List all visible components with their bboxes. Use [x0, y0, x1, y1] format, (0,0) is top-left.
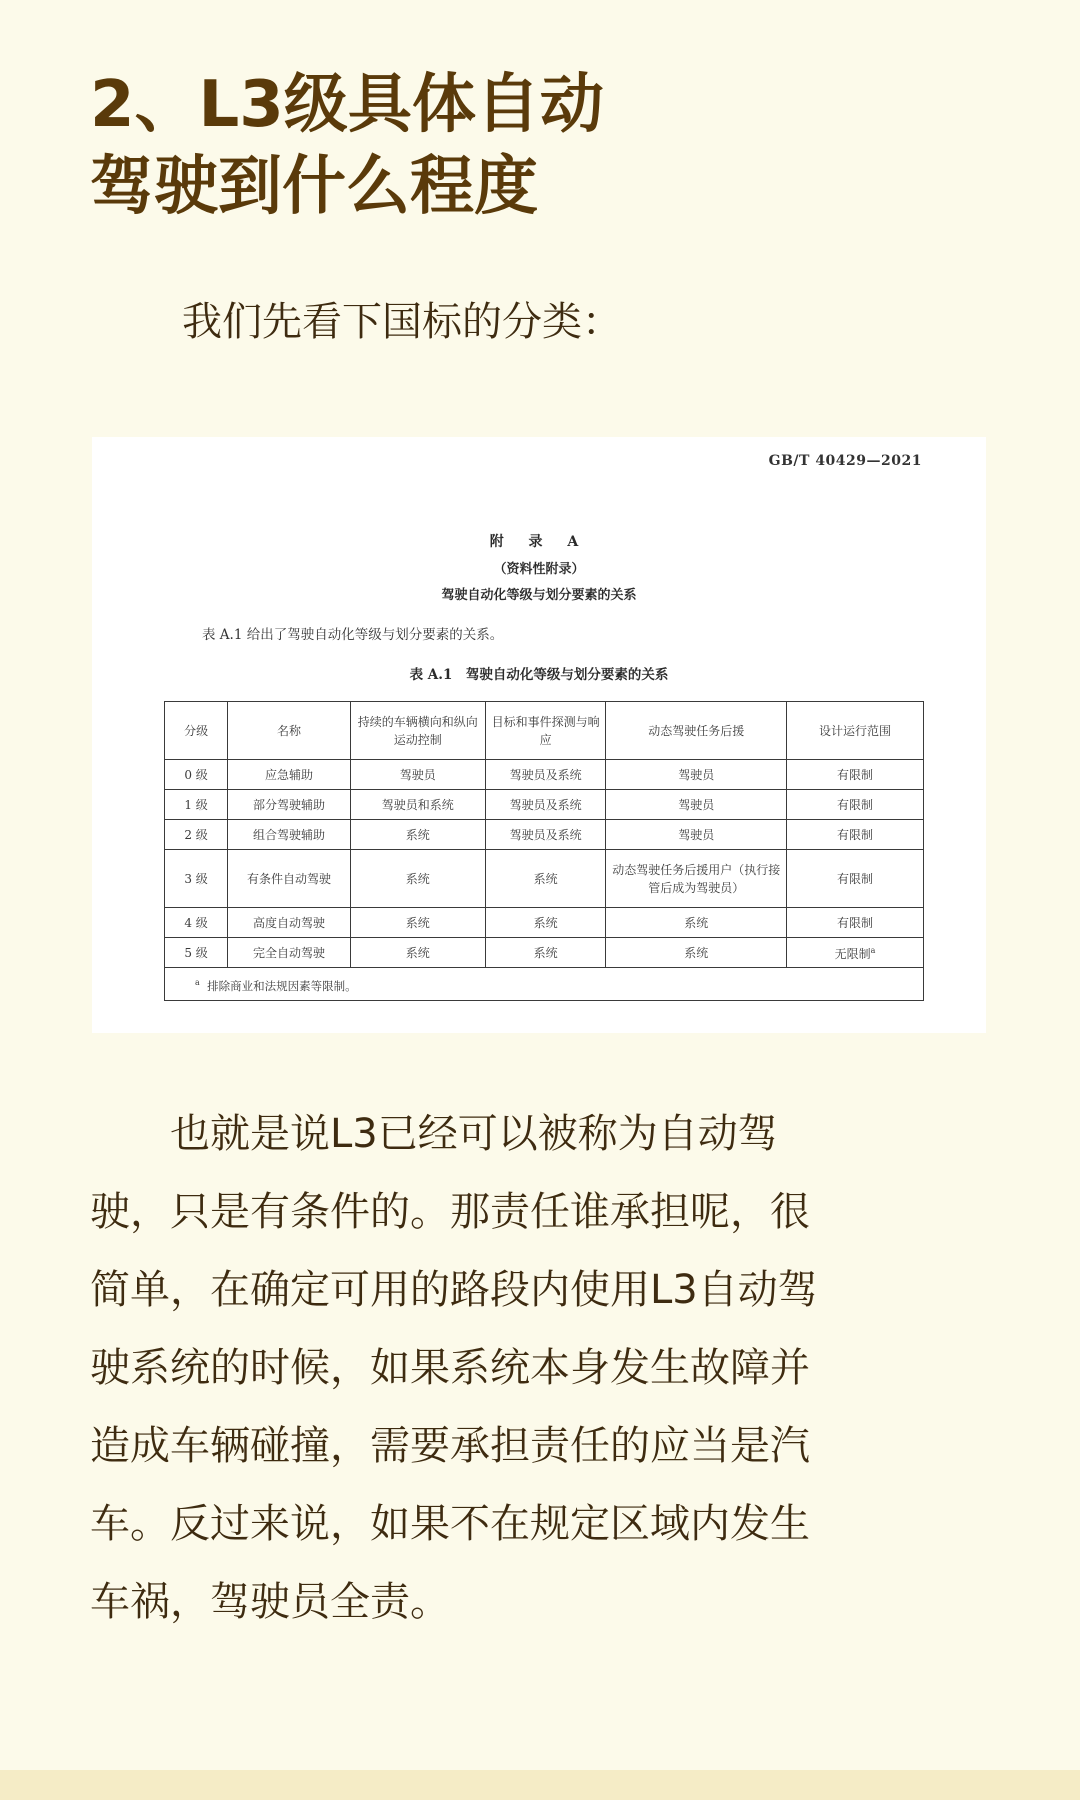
cell-fallback: 系统 [606, 938, 787, 968]
table-footnote [165, 968, 924, 1001]
cell-oedr: 驾驶员及系统 [485, 760, 606, 790]
table-row [165, 908, 924, 938]
cell-fallback: 动态驾驶任务后援用户（执行接管后成为驾驶员） [606, 850, 787, 908]
cell-fallback: 驾驶员 [606, 820, 787, 850]
cell-oedr: 驾驶员及系统 [485, 820, 606, 850]
cell-fallback: 驾驶员 [606, 760, 787, 790]
annex-label: 附 录 A [489, 534, 589, 550]
cell-name: 组合驾驶辅助 [228, 820, 351, 850]
cell-motion-control: 驾驶员 [350, 760, 485, 790]
cell-motion-control: 系统 [350, 850, 485, 908]
cell-name: 高度自动驾驶 [228, 908, 351, 938]
cell-motion-control: 系统 [350, 938, 485, 968]
cell-odd: 有限制 [787, 760, 924, 790]
body-paragraph [90, 1095, 990, 1641]
cell-odd: 有限制 [787, 820, 924, 850]
standard-code: GB/T 40429—2021 [768, 453, 922, 469]
header-motion-control: 持续的车辆横向和纵向运动控制 [350, 702, 485, 760]
header-name: 名称 [228, 702, 351, 760]
cell-odd: 有限制 [787, 908, 924, 938]
annex-type: （资料性附录） [493, 562, 585, 577]
paragraph-line: 造成车辆碰撞，需要承担责任的应当是汽 [90, 1423, 810, 1469]
header-odd: 设计运行范围 [787, 702, 924, 760]
table-row [165, 820, 924, 850]
cell-fallback: 驾驶员 [606, 790, 787, 820]
cell-oedr: 系统 [485, 938, 606, 968]
article-heading [90, 64, 990, 228]
table-row [165, 760, 924, 790]
footnote-marker: a [870, 946, 876, 955]
annex-intro: 表 A.1 给出了驾驶自动化等级与划分要素的关系。 [202, 627, 504, 643]
paragraph-line: 也就是说L3已经可以被称为自动驾 [90, 1111, 778, 1157]
footnote-marker: a [195, 977, 200, 987]
automation-levels-table [164, 701, 924, 1001]
table-row [165, 790, 924, 820]
cell-odd: 有限制 [787, 790, 924, 820]
footnote-text: 排除商业和法规因素等限制。 [207, 978, 357, 993]
table-footnote-row [165, 968, 924, 1001]
header-fallback: 动态驾驶任务后援 [606, 702, 787, 760]
cell-name: 有条件自动驾驶 [228, 850, 351, 908]
cell-name: 部分驾驶辅助 [228, 790, 351, 820]
bottom-decor-bar [0, 1770, 1080, 1800]
paragraph-line: 车。反过来说，如果不在规定区域内发生 [90, 1501, 810, 1547]
cell-motion-control: 系统 [350, 908, 485, 938]
cell-level: 1 级 [165, 790, 228, 820]
cell-oedr: 系统 [485, 908, 606, 938]
cell-level: 0 级 [165, 760, 228, 790]
paragraph-line: 驶系统的时候，如果系统本身发生故障并 [90, 1345, 810, 1391]
header-level: 分级 [165, 702, 228, 760]
header-oedr: 目标和事件探测与响应 [485, 702, 606, 760]
table-row [165, 850, 924, 908]
cell-odd: 有限制 [787, 850, 924, 908]
cell-name: 应急辅助 [228, 760, 351, 790]
cell-odd [787, 938, 924, 968]
cell-level: 2 级 [165, 820, 228, 850]
cell-level: 4 级 [165, 908, 228, 938]
cell-fallback: 系统 [606, 908, 787, 938]
intro-text: 我们先看下国标的分类： [182, 299, 622, 345]
cell-level: 3 级 [165, 850, 228, 908]
heading-line-1: 2、L3级具体自动 [90, 68, 604, 142]
standard-document-image [92, 437, 986, 1033]
cell-level: 5 级 [165, 938, 228, 968]
paragraph-line: 驶，只是有条件的。那责任谁承担呢，很 [90, 1189, 810, 1235]
paragraph-line: 车祸，驾驶员全责。 [90, 1579, 450, 1625]
heading-line-2: 驾驶到什么程度 [90, 150, 538, 224]
paragraph-line: 简单，在确定可用的路段内使用L3自动驾 [90, 1267, 818, 1313]
table-caption: 表 A.1 驾驶自动化等级与划分要素的关系 [409, 667, 669, 683]
cell-motion-control: 系统 [350, 820, 485, 850]
cell-oedr: 系统 [485, 850, 606, 908]
cell-oedr: 驾驶员及系统 [485, 790, 606, 820]
cell-odd-text: 无限制 [834, 947, 871, 961]
cell-name: 完全自动驾驶 [228, 938, 351, 968]
cell-motion-control: 驾驶员和系统 [350, 790, 485, 820]
table-header-row [165, 702, 924, 760]
annex-title: 驾驶自动化等级与划分要素的关系 [441, 588, 637, 603]
table-row [165, 938, 924, 968]
